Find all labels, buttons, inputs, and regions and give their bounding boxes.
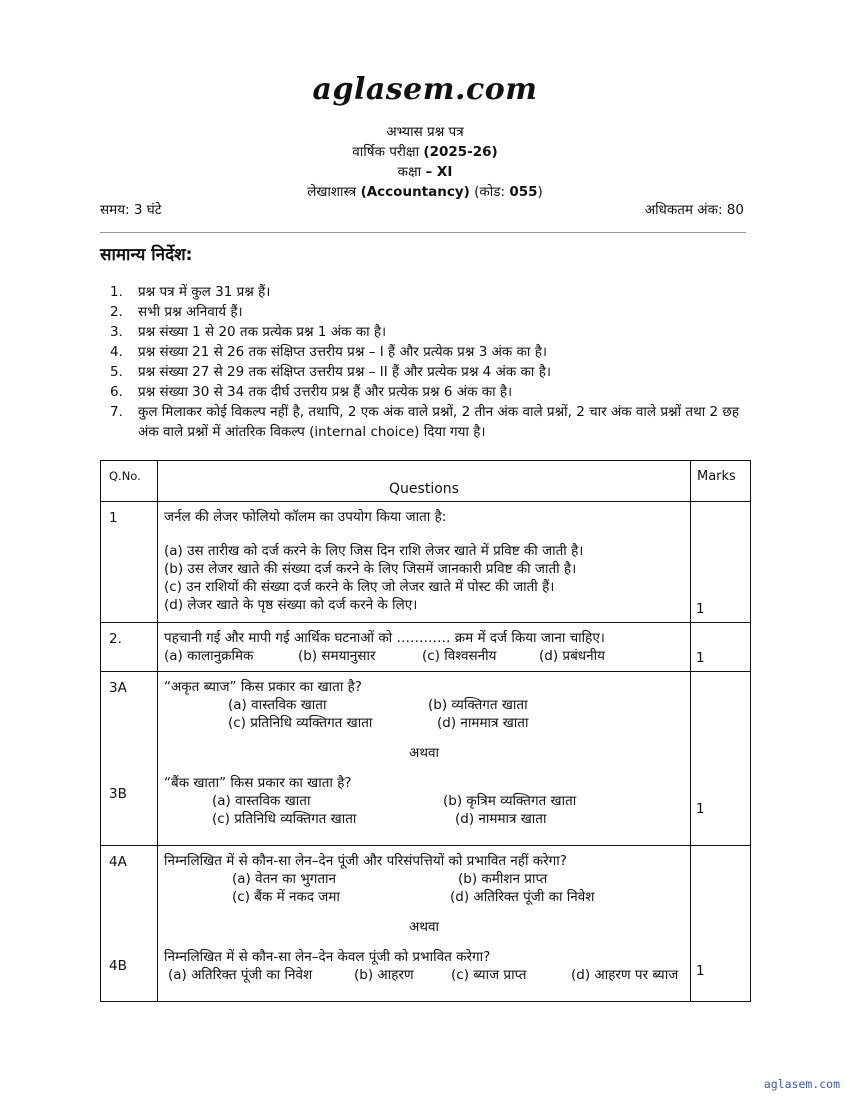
question-number: 3A 3B: [101, 672, 158, 846]
question-body: [158, 672, 691, 846]
option-c: (c) उन राशियों की संख्या दर्ज करने के लिए जो लेजर खाते में पोस्ट की जाती हैं।: [164, 579, 555, 595]
option-b: (b) उस लेजर खाते की संख्या दर्ज करने के लिए जिसमें जानकारी प्रविष्ट की जाती है।: [164, 561, 577, 577]
max-marks: अधिकतम अंक: 80: [644, 202, 744, 218]
option-a: (a) वास्तविक खाता: [228, 697, 327, 713]
header-line-class: कक्षा – XI: [397, 164, 453, 180]
table-row: [101, 672, 751, 846]
exam-meta: [100, 200, 744, 218]
general-instructions-title: सामान्य निर्देश:: [100, 245, 193, 265]
question-stem: जर्नल की लेजर फोलियो कॉलम का उपयोग किया जाता है:: [164, 509, 447, 525]
option-c: (c) ब्याज प्राप्त: [451, 967, 527, 983]
options-row: [164, 870, 684, 888]
question-stem: निम्नलिखित में से कौन-सा लेन–देन पूंजी और परिसंपत्तियों को प्रभावित नहीं करेगा?: [164, 853, 567, 869]
table-header-row: [101, 461, 751, 502]
question-stem: पहचानी गई और मापी गई आर्थिक घटनाओं को ………… क्रम में दर्ज किया जाना चाहिए।: [164, 630, 605, 646]
header-qno: Q.No.: [101, 461, 158, 502]
time-allowed: समय: 3 घंटे: [100, 202, 162, 218]
option-d: (d) प्रबंधनीय: [539, 648, 605, 664]
option-d: (d) लेजर खाते के पृष्ठ संख्या को दर्ज करने के लिए।: [164, 597, 418, 613]
option-c: (c) विश्वसनीय: [422, 648, 497, 664]
instruction-item: 2. सभी प्रश्न अनिवार्य हैं।: [110, 304, 243, 320]
question-body: [158, 502, 691, 623]
option-a: (a) कालानुक्रमिक: [164, 648, 254, 664]
option-a: (a) उस तारीख को दर्ज करने के लिए जिस दिन राशि लेजर खाते में प्रविष्ट की जाती है।: [164, 543, 584, 559]
option-a: (a) वास्तविक खाता: [212, 793, 311, 809]
table-row: [101, 502, 751, 623]
question-number: 1: [101, 502, 158, 623]
instruction-item: 1. प्रश्न पत्र में कुल 31 प्रश्न हैं।: [110, 284, 271, 300]
instruction-item: 5. प्रश्न संख्या 27 से 29 तक संक्षिप्त उत्तरीय प्रश्न – II हैं और प्रत्येक प्रश्न 4 अंक का है।: [110, 364, 551, 380]
option-c: (c) प्रतिनिधि व्यक्तिगत खाता: [212, 811, 357, 827]
options-row: [164, 966, 684, 984]
options-row: [164, 792, 684, 810]
option-d: (d) अतिरिक्त पूंजी का निवेश: [450, 889, 595, 905]
question-stem: “अकृत ब्याज” किस प्रकार का खाता है?: [164, 679, 362, 695]
options-row: [164, 810, 684, 828]
header-marks: Marks: [691, 461, 751, 502]
question-marks: 1: [691, 502, 751, 623]
options-row: [164, 696, 684, 714]
question-marks: 1: [691, 672, 751, 846]
option-c: (c) प्रतिनिधि व्यक्तिगत खाता: [228, 715, 373, 731]
question-stem: “बैंक खाता” किस प्रकार का खाता है?: [164, 775, 352, 791]
option-b: (b) समयानुसार: [298, 648, 376, 664]
question-body: [158, 623, 691, 672]
options-row: [164, 888, 684, 906]
header-line-exam: वार्षिक परीक्षा (2025-26): [352, 144, 498, 160]
option-a: (a) अतिरिक्त पूंजी का निवेश: [168, 967, 313, 983]
header-line-practice-paper: अभ्यास प्रश्न पत्र: [386, 124, 464, 140]
option-d: (d) आहरण पर ब्याज: [571, 967, 679, 983]
option-b: (b) आहरण: [354, 967, 414, 983]
table-row: [101, 846, 751, 1002]
option-d: (d) नाममात्र खाता: [455, 811, 547, 827]
questions-table: [100, 460, 751, 1002]
option-c: (c) बैंक में नकद जमा: [232, 889, 340, 905]
table-row: [101, 623, 751, 672]
instruction-item: 4. प्रश्न संख्या 21 से 26 तक संक्षिप्त उत्तरीय प्रश्न – I हैं और प्रत्येक प्रश्न 3 अंक का है।: [110, 344, 547, 360]
brand-logo-text: aglasem.com: [312, 72, 538, 107]
question-number: 4A 4B: [101, 846, 158, 1002]
question-body: [158, 846, 691, 1002]
divider: [100, 232, 746, 233]
option-b: (b) कृत्रिम व्यक्तिगत खाता: [443, 793, 577, 809]
option-b: (b) कमीशन प्राप्त: [458, 871, 548, 887]
option-a: (a) वेतन का भुगतान: [232, 871, 337, 887]
paper-header: [0, 122, 850, 202]
option-b: (b) व्यक्तिगत खाता: [428, 697, 528, 713]
footer-watermark: aglasem.com: [763, 1077, 840, 1091]
header-line-subject: लेखाशास्त्र (Accountancy) (कोड: 055): [307, 184, 543, 200]
or-separator: अथवा: [409, 745, 439, 761]
options-row: [164, 714, 684, 732]
question-marks: 1: [691, 846, 751, 1002]
or-separator: अथवा: [409, 919, 439, 935]
instruction-item: 7. कुल मिलाकर कोई विकल्प नहीं है, तथापि, 2 एक अंक वाले प्रश्नों, 2 तीन अंक वाले प्रश्नों, 2 चार अंक वाले प्रश्नों तथा 2 छह अंक वाले प्रश्नों में आंतरिक विकल्प (internal choice) दिया गया है।: [110, 404, 740, 440]
option-d: (d) नाममात्र खाता: [437, 715, 529, 731]
instructions-list: [110, 282, 744, 442]
options-row: [164, 647, 684, 665]
header-questions: Questions: [158, 461, 691, 502]
question-marks: 1: [691, 623, 751, 672]
question-stem: निम्नलिखित में से कौन-सा लेन–देन केवल पूंजी को प्रभावित करेगा?: [164, 949, 491, 965]
instruction-item: 3. प्रश्न संख्या 1 से 20 तक प्रत्येक प्रश्न 1 अंक का है।: [110, 324, 387, 340]
instruction-item: 6. प्रश्न संख्या 30 से 34 तक दीर्घ उत्तरीय प्रश्न हैं और प्रत्येक प्रश्न 6 अंक का है।: [110, 384, 513, 400]
question-number: 2.: [101, 623, 158, 672]
